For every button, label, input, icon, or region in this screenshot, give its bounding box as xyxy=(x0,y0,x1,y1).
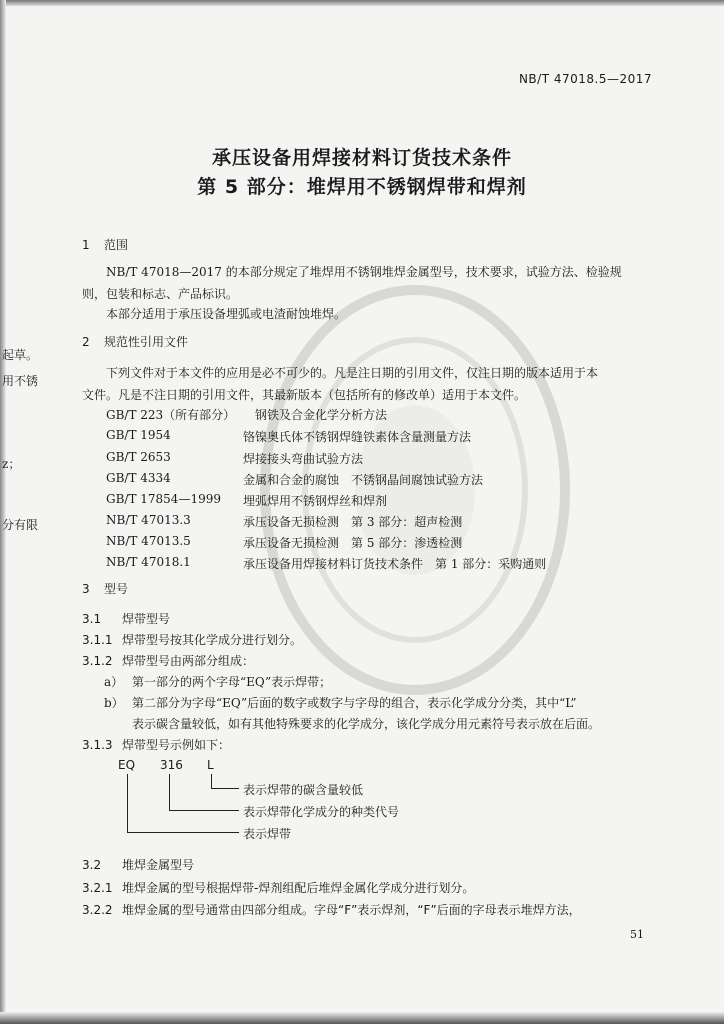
document-title: 承压设备用焊接材料订货技术条件 xyxy=(211,147,512,169)
section-number: 3.1.3 xyxy=(82,738,113,752)
section-number: 3.2.2 xyxy=(82,903,113,917)
clause-text: 焊带型号由两部分组成： xyxy=(122,654,255,668)
document-subtitle: 第 5 部分：堆焊用不锈钢焊带和焊剂 xyxy=(197,176,527,198)
clause-3-2-1 xyxy=(82,879,474,896)
reference-code: GB/T 17854—1999 xyxy=(106,492,221,506)
reference-title: 焊接接头弯曲试验方法 xyxy=(243,452,364,466)
reference-title: 钢铁及合金化学分析方法 xyxy=(255,408,388,422)
diagram-connector xyxy=(127,774,128,832)
subsection-3-1-heading xyxy=(82,610,170,627)
scan-bottom-edge xyxy=(0,1012,724,1024)
list-item-a xyxy=(104,673,331,690)
section-number: 3 xyxy=(82,582,90,596)
reference-code: NB/T 47013.5 xyxy=(106,534,191,548)
paragraph: 文件。凡是不注日期的引用文件，其最新版本（包括所有的修改单）适用于本文件。 xyxy=(82,388,527,402)
reference-code: GB/T 2653 xyxy=(106,450,171,464)
standard-code: NB/T 47018.5—2017 xyxy=(518,72,652,86)
clause-text: 堆焊金属的型号根据焊带-焊剂组配后堆焊金属化学成分进行划分。 xyxy=(122,881,475,895)
reference-title: 金属和合金的腐蚀 不锈钢晶间腐蚀试验方法 xyxy=(243,473,484,487)
scan-top-edge xyxy=(0,0,724,6)
clause-3-1-3 xyxy=(82,736,230,753)
clause-text: 焊带型号示例如下： xyxy=(122,738,231,752)
reference-title: 埋弧焊用不锈钢焊丝和焊剂 xyxy=(243,494,388,508)
diagram-label-strip: 表示焊带 xyxy=(243,827,292,841)
diagram-connector xyxy=(169,810,239,811)
list-text: 第二部分为字母“EQ”后面的数字或数字与字母的组合，表示化学成分分类，其中“L” xyxy=(132,696,577,710)
paragraph: 下列文件对于本文件的应用是必不可少的。凡是注日期的引用文件，仅注日期的版本适用于本 xyxy=(106,366,599,380)
clause-3-2-2 xyxy=(82,901,581,918)
diagram-connector xyxy=(211,788,239,789)
section-title: 型号 xyxy=(104,582,129,596)
diagram-part-eq: EQ xyxy=(118,758,136,772)
reference-code: GB/T 223（所有部分） xyxy=(106,408,236,422)
list-label: b） xyxy=(104,696,124,710)
section-title: 焊带型号 xyxy=(122,612,171,626)
reference-code: GB/T 1954 xyxy=(106,428,171,442)
gutter-text: 用不锈 xyxy=(2,374,39,388)
diagram-connector xyxy=(169,774,170,810)
section-1-heading xyxy=(82,236,128,253)
paragraph: NB/T 47018—2017 的本部分规定了堆焊用不锈钢堆焊金属型号，技术要求，试验方法、检验规 xyxy=(106,265,622,279)
section-number: 3.1.1 xyxy=(82,633,113,647)
section-title: 规范性引用文件 xyxy=(104,335,189,349)
section-3-heading xyxy=(82,580,128,597)
subsection-3-2-heading xyxy=(82,856,194,873)
diagram-label-chemistry: 表示焊带化学成分的种类代号 xyxy=(243,805,400,819)
section-number: 3.2 xyxy=(82,858,102,872)
reference-title: 承压设备用焊接材料订货技术条件 第 1 部分：采购通则 xyxy=(243,557,547,571)
list-item-b-continuation: 表示碳含量较低，如有其他特殊要求的化学成分，该化学成分用元素符号表示放在后面。 xyxy=(132,717,601,731)
diagram-part-316: 316 xyxy=(160,758,183,772)
diagram-label-carbon: 表示焊带的碳含量较低 xyxy=(243,783,364,797)
section-2-heading xyxy=(82,333,188,350)
page-number: 51 xyxy=(630,928,644,941)
section-number: 2 xyxy=(82,335,90,349)
reference-title: 铬镍奥氏体不锈钢焊缝铁素体含量测量方法 xyxy=(243,430,472,444)
section-number: 3.1 xyxy=(82,612,102,626)
section-title: 范围 xyxy=(104,238,129,252)
gutter-text: z； xyxy=(2,457,21,471)
reference-title: 承压设备无损检测 第 3 部分：超声检测 xyxy=(243,515,463,529)
clause-3-1-2 xyxy=(82,652,254,669)
list-item-b xyxy=(104,694,576,711)
reference-code: NB/T 47018.1 xyxy=(106,555,191,569)
reference-code: NB/T 47013.3 xyxy=(106,513,191,527)
list-label: a） xyxy=(104,675,124,689)
gutter-text: 分有限 xyxy=(2,518,39,532)
list-text: 第一部分的两个字母“EQ”表示焊带； xyxy=(132,675,332,689)
section-number: 3.1.2 xyxy=(82,654,113,668)
clause-3-1-1 xyxy=(82,631,302,648)
paragraph: 则，包装和标志、产品标识。 xyxy=(82,287,239,301)
diagram-part-l: L xyxy=(207,758,214,772)
paragraph: 本部分适用于承压设备埋弧或电渣耐蚀堆焊。 xyxy=(106,307,347,321)
diagram-connector xyxy=(127,832,239,833)
diagram-connector xyxy=(211,774,212,788)
section-title: 堆焊金属型号 xyxy=(122,858,195,872)
section-number: 1 xyxy=(82,238,90,252)
section-number: 3.2.1 xyxy=(82,881,113,895)
reference-title: 承压设备无损检测 第 5 部分：渗透检测 xyxy=(243,536,463,550)
clause-text: 焊带型号按其化学成分进行划分。 xyxy=(122,633,303,647)
clause-text: 堆焊金属的型号通常由四部分组成。字母“F”表示焊剂，“F”后面的字母表示堆焊方法， xyxy=(122,903,581,917)
gutter-text: 起草。 xyxy=(2,348,39,362)
reference-code: GB/T 4334 xyxy=(106,471,171,485)
